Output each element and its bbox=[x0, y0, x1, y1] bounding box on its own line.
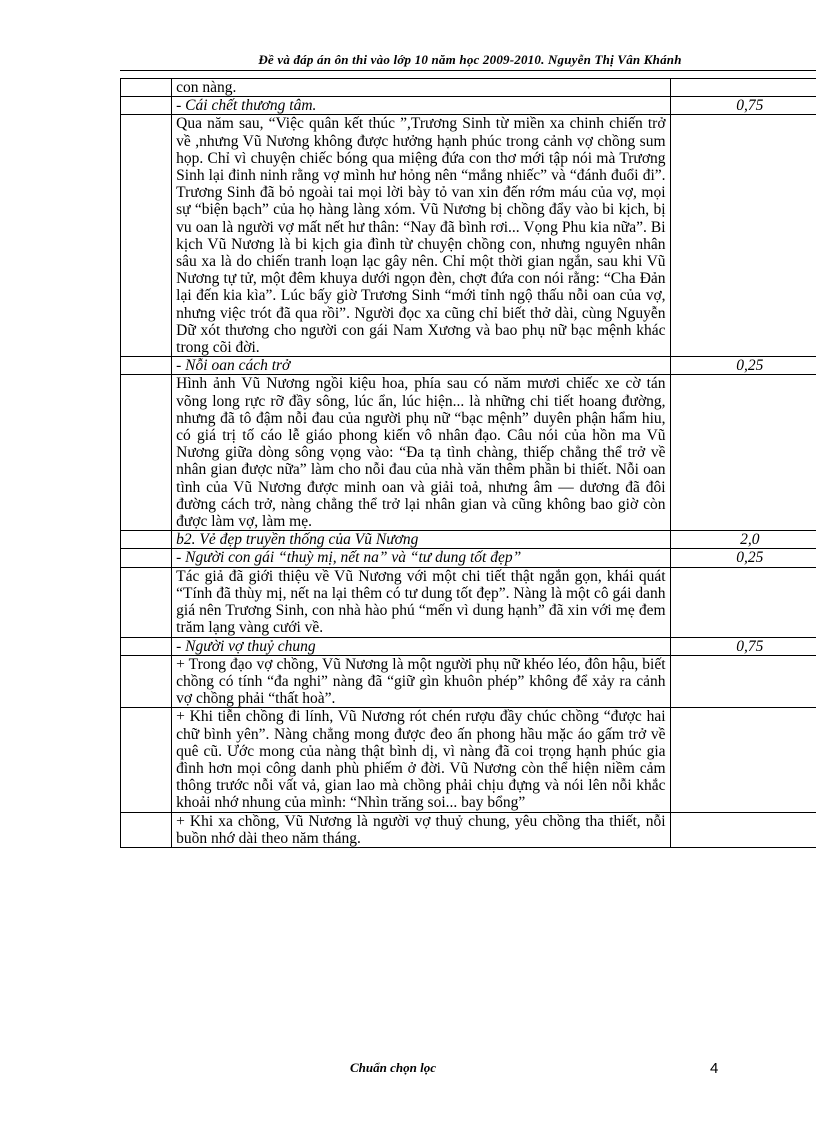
table-row bbox=[121, 812, 816, 847]
row-index-cell bbox=[121, 375, 172, 531]
table-row bbox=[121, 549, 816, 567]
content-cell: + Khi tiễn chồng đi lính, Vũ Nương rót chén rượu đầy chúc chồng “được hai chữ bình yên”. Nàng chẳng mong được đeo ấn phong hầu mặc áo gấm trở về quê cũ. Ước mong của nàng thật bình dị, vì nàng đã coi trọng hạnh phúc gia đình hơn mọi công danh phù phiếm ở đời. Vũ Nương còn thể hiện niềm cảm thông trước nỗi vất vả, gian lao mà chồng phải chịu đựng và nói lên nỗi khắc khoải nhớ nhung của mình: “Nhìn trăng soi... bay bổng” bbox=[172, 708, 670, 812]
row-index-cell bbox=[121, 79, 172, 97]
content-cell: Hình ảnh Vũ Nương ngồi kiệu hoa, phía sau có năm mươi chiếc xe cờ tán võng long rực rỡ đầy sông, lúc ẩn, lúc hiện... là những chi tiết hoang đường, nhưng đã tô đậm nỗi đau của người phụ nữ “bạc mệnh” duyên phận hẩm hiu, có giá trị tố cáo lễ giáo phong kiến vô nhân đạo. Câu nói của hồn ma Vũ Nương giữa dòng sông vọng vào: “Đa tạ tình chàng, thiếp chẳng thể trở về nhân gian được nữa” làm cho nỗi đau của nhà văn thêm phần bi thiết. Nỗi oan tình của Vũ Nương được minh oan và giải toả, nhưng âm — dương đã đôi đường cách trở, nàng chẳng thể trở lại nhân gian và cũng không bao giờ còn được làm vợ, làm mẹ. bbox=[172, 375, 670, 531]
table-row bbox=[121, 79, 816, 97]
content-cell: - Cái chết thương tâm. bbox=[172, 97, 670, 115]
table-row bbox=[121, 115, 816, 357]
table-row bbox=[121, 97, 816, 115]
page-header: Đề và đáp án ôn thi vào lớp 10 năm học 2009-2010. Nguyễn Thị Vân Khánh bbox=[258, 52, 682, 67]
row-index-cell bbox=[121, 812, 172, 847]
table-row bbox=[121, 531, 816, 549]
row-index-cell bbox=[121, 97, 172, 115]
row-index-cell bbox=[121, 549, 172, 567]
header-rule bbox=[120, 70, 816, 71]
score-cell bbox=[670, 655, 816, 708]
score-cell: 2,0 bbox=[670, 531, 816, 549]
row-index-cell bbox=[121, 115, 172, 357]
row-index-cell bbox=[121, 708, 172, 812]
table-row bbox=[121, 357, 816, 375]
content-cell: - Nỗi oan cách trở bbox=[172, 357, 670, 375]
content-cell: + Trong đạo vợ chồng, Vũ Nương là một người phụ nữ khéo léo, đôn hậu, biết chồng có tính “đa nghi” nàng đã “giữ gìn khuôn phép” không để xảy ra cảnh vợ chồng phải “thất hoà”. bbox=[172, 655, 670, 708]
row-index-cell bbox=[121, 531, 172, 549]
row-index-cell bbox=[121, 637, 172, 655]
row-index-cell bbox=[121, 567, 172, 637]
table-row bbox=[121, 375, 816, 531]
table-row bbox=[121, 708, 816, 812]
score-cell bbox=[670, 115, 816, 357]
score-cell: 0,25 bbox=[670, 357, 816, 375]
content-cell: - Người con gái “thuỳ mị, nết na” và “tư dung tốt đẹp” bbox=[172, 549, 670, 567]
page-number: 4 bbox=[710, 1060, 719, 1077]
content-cell: Qua năm sau, “Việc quân kết thúc ”,Trương Sinh từ miền xa chinh chiến trở về ,nhưng Vũ Nương không được hưởng hạnh phúc trong cảnh vợ chồng sum họp. Chỉ vì chuyện chiếc bóng qua miệng đứa con thơ mới tập nói mà Trương Sinh lại đinh ninh rằng vợ mình hư hỏng nên “mắng nhiếc” và “đánh đuổi đi”. Trương Sinh đã bỏ ngoài tai mọi lời bày tỏ van xin đến rớm máu của vợ, mọi sự “biện bạch” của họ hàng làng xóm. Vũ Nương bị chồng đẩy vào bi kịch, bị vu oan là người vợ mất nết hư thân: “Nay đã bình rơi... Vọng Phu kia nữa”. Bi kịch Vũ Nương là bi kịch gia đình từ chuyện chồng con, nhưng nguyên nhân sâu xa là do chiến tranh loạn lạc gây nên. Chỉ một thời gian ngắn, sau khi Vũ Nương tự tử, một đêm khuya dưới ngọn đèn, chợt đứa con nói rằng: “Cha Đản lại đến kia kìa”. Lúc bấy giờ Trương Sinh “mới tỉnh ngộ thấu nỗi oan của vợ, nhưng việc trót đã qua rồi”. Người đọc xa cũng chỉ biết thở dài, cùng Nguyễn Dữ xót thương cho người con gái Nam Xương và bao phụ nữ bạc mệnh khác trong cõi đời. bbox=[172, 115, 670, 357]
row-index-cell bbox=[121, 655, 172, 708]
score-cell bbox=[670, 812, 816, 847]
content-cell: con nàng. bbox=[172, 79, 670, 97]
content-cell: Tác giả đã giới thiệu về Vũ Nương với một chi tiết thật ngắn gọn, khái quát “Tính đã thùy mị, nết na lại thêm có tư dung tốt đẹp”. Nàng là một cô gái danh giá nên Trương Sinh, con nhà hào phú “mến vì dung hạnh” đã xin với mẹ đem trăm lạng vàng cưới về. bbox=[172, 567, 670, 637]
score-cell: 0,25 bbox=[670, 549, 816, 567]
score-cell: 0,75 bbox=[670, 637, 816, 655]
score-cell bbox=[670, 708, 816, 812]
table-row bbox=[121, 567, 816, 637]
score-cell: 0,75 bbox=[670, 97, 816, 115]
row-index-cell bbox=[121, 357, 172, 375]
table-row bbox=[121, 637, 816, 655]
score-cell bbox=[670, 79, 816, 97]
footer-text: Chuẩn chọn lọc bbox=[350, 1060, 436, 1075]
table-row bbox=[121, 655, 816, 708]
content-cell: + Khi xa chồng, Vũ Nương là người vợ thuỷ chung, yêu chồng tha thiết, nỗi buồn nhớ dài theo năm tháng. bbox=[172, 812, 670, 847]
content-cell: - Người vợ thuỷ chung bbox=[172, 637, 670, 655]
score-cell bbox=[670, 375, 816, 531]
answer-table bbox=[120, 78, 816, 848]
content-cell: b2. Vẻ đẹp truyền thống của Vũ Nương bbox=[172, 531, 670, 549]
score-cell bbox=[670, 567, 816, 637]
